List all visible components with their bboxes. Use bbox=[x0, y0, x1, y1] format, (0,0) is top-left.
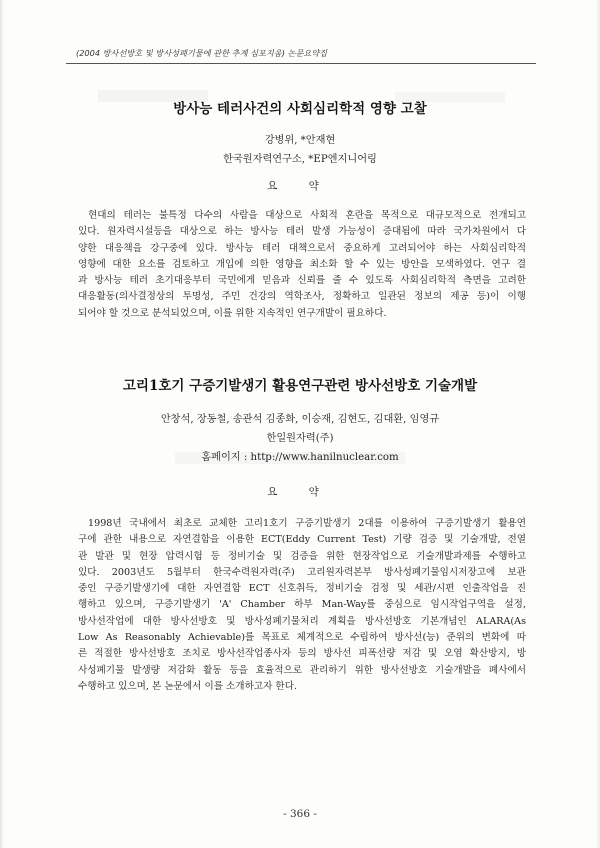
paper2-abstract bbox=[78, 516, 526, 695]
abstract-line: 양한 대응책을 강구중에 있다. 방사능 테러 대책으로서 중요하게 고려되어야 하는 사회심리학적 bbox=[78, 242, 526, 254]
abstract-line: 른 적절한 방사선방호 조치로 방사선작업종사자 등의 방사선 피폭선량 저감 및 오염 확산방지, 방 bbox=[78, 648, 526, 660]
paper2-authors: 안창석, 장동철, 송관석 김종화, 이승재, 김현도, 김대환, 임영규 bbox=[160, 414, 440, 425]
abstract-line: 되어야 할 것으로 분석되었으며, 이를 위한 지속적인 연구개발이 필요하다. bbox=[78, 307, 387, 319]
page-number: - 366 - bbox=[283, 808, 317, 820]
abstract-line: 있다. 2003년도 5월부터 한국수력원자력(주) 고리원자력본부 방사성폐기물임시저장고에 보관 bbox=[78, 566, 526, 578]
paper1-abstract-heading: 요 약 bbox=[267, 180, 333, 192]
abstract-line: 관 발관 및 현장 압력시험 등 정비기술 및 검증을 위한 현장작업으로 기술개발과제를 수행하고 bbox=[78, 550, 526, 562]
paper1-authors: 강병위, *안재현 bbox=[264, 135, 336, 146]
running-header: (2004 방사선방호 및 방사성폐기물에 관한 추계 심포지움) 논문요약집 bbox=[76, 48, 328, 58]
abstract-line: 영향에 대한 요소를 검토하고 개입에 의한 영향을 최소화 할 수 있는 방안을 모색하였다. 연구 결 bbox=[78, 258, 526, 270]
abstract-line: 행하고 있으며, 구증기발생기 'A' Chamber 하부 Man-Way를 중심으로 임시작업구역을 설정, bbox=[78, 599, 526, 611]
abstract-line: 구에 관한 내용으로 자연결함을 이용한 ECT(Eddy Current Test) 기량 검증 및 기술개발, 전열 bbox=[78, 534, 526, 546]
abstract-line: 있다. 원자력시설등을 대상으로 하는 방사능 테러 발생 가능성이 증대됨에 따라 국가차원에서 다 bbox=[78, 226, 526, 238]
paper2-affiliation: 한일원자력(주) bbox=[266, 433, 334, 444]
paper1-abstract bbox=[78, 208, 526, 322]
abstract-line: 과 방사능 테러 초기대응부터 국민에게 믿음과 신뢰를 줄 수 있도록 사회심리학적 측면을 고려한 bbox=[78, 275, 526, 287]
paper1-affiliations: 한국원자력연구소, *EP엔지니어링 bbox=[223, 154, 377, 165]
abstract-line: 1998년 국내에서 최초로 교체한 고리1호기 구증기발생기 2대를 이용하여 구증기발생기 활용연 bbox=[88, 518, 526, 529]
paper2-abstract-heading: 요 약 bbox=[267, 486, 333, 498]
abstract-line: Low As Reasonably Achievable)를 목표로 체계적으로 수립하여 방사선(능) 준위의 변화에 따 bbox=[78, 632, 526, 644]
abstract-line: 수행하고 있으며, 본 논문에서 이를 소개하고자 한다. bbox=[78, 680, 298, 692]
abstract-line: 방사선작업에 대한 방사선방호 및 방사성폐기물처리 계획을 방사선방호 기본개념인 ALARA(As bbox=[78, 615, 526, 627]
abstract-line: 대응활동(의사결정상의 투명성, 주민 건강의 역학조사, 정확하고 일관된 정보의 제공 등)이 이행 bbox=[78, 291, 526, 303]
abstract-line: 현대의 테러는 불특정 다수의 사람을 대상으로 사회적 혼란을 목적으로 대규모적으로 전개되고 bbox=[88, 210, 526, 221]
header-rule bbox=[66, 63, 536, 64]
abstract-line: 사성폐기물 발생량 저감화 활동 등을 효율적으로 관리하기 위한 방사선방호 기술개발을 폐사에서 bbox=[78, 664, 526, 676]
paper2-title: 고리1호기 구증기발생기 활용연구관련 방사선방호 기술개발 bbox=[122, 378, 478, 394]
abstract-line: 중인 구증기발생기에 대한 자연결함 ECT 신호취득, 정비기술 검정 및 세관/시편 인출작업을 진 bbox=[78, 583, 526, 595]
paper1-title: 방사능 테러사건의 사회심리학적 영향 고찰 bbox=[173, 101, 427, 117]
paper2-homepage: 홈페이지 : http://www.hanilnuclear.com bbox=[201, 452, 399, 463]
